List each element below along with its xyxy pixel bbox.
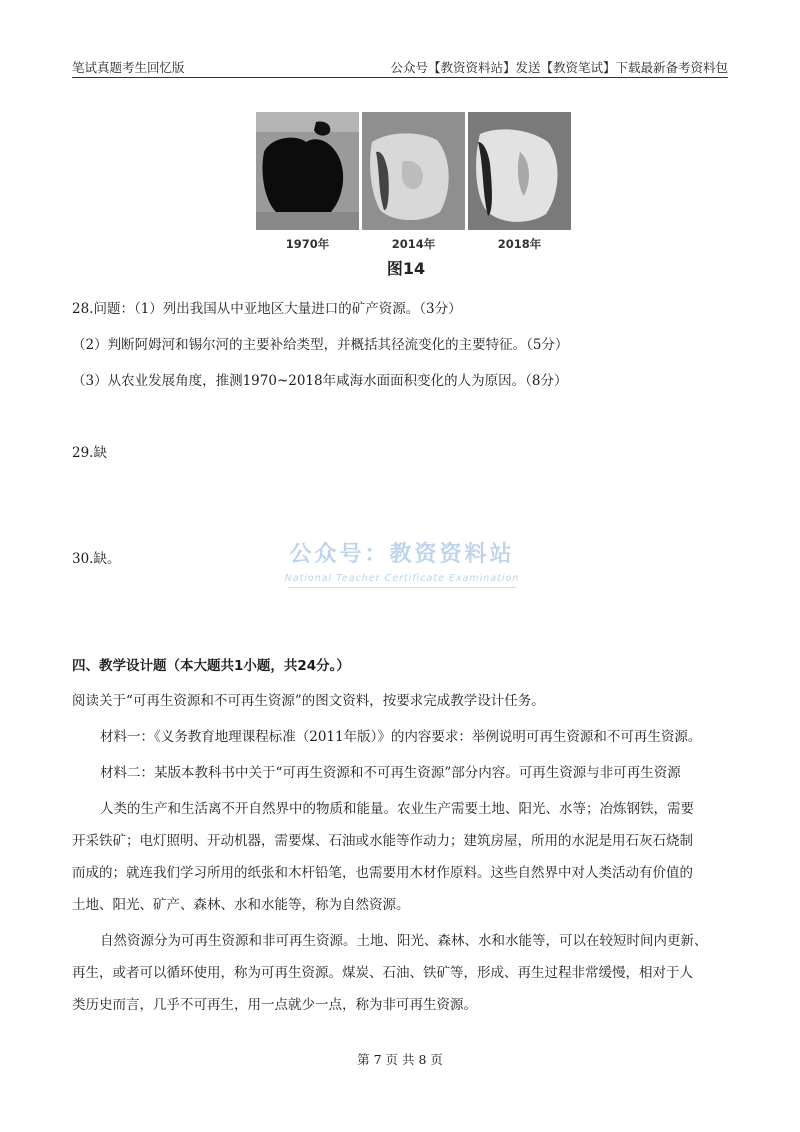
q29-text: 29.缺	[72, 445, 107, 461]
q28-part2: （2）判断阿姆河和锡尔河的主要补给类型，并概括其径流变化的主要特征。（5分）	[72, 337, 569, 353]
watermark-rule	[288, 587, 516, 588]
header-left-text: 笔试真题考生回忆版	[72, 60, 185, 75]
paragraph-1-line: 开采铁矿；电灯照明、开动机器，需要煤、石油或水能等作动力；建筑房屋，所用的水泥是用石灰石烧制	[72, 833, 693, 849]
section-4-title: 四、教学设计题（本大题共1小题，共24分。）	[72, 658, 350, 674]
paragraph-2-line: 类历史而言，几乎不可再生，用一点就少一点，称为非可再生资源。	[72, 997, 477, 1013]
paragraph-1-line: 土地、阳光、矿产、森林、水和水能等，称为自然资源。	[72, 897, 410, 913]
material-1: 材料一：《义务教育地理课程标准（2011年版）》的内容要求：举例说明可再生资源和不可再生资源。	[100, 729, 702, 745]
watermark-sub-text: National Teacher Certificate Examination	[284, 573, 520, 584]
satellite-image-2014	[362, 112, 465, 230]
caption-2014: 2014年	[391, 237, 436, 251]
page-header	[72, 55, 728, 78]
paragraph-2-line: 自然资源分为可再生资源和非可再生资源。土地、阳光、森林、水和水能等，可以在较短时间内更新、	[100, 933, 708, 949]
caption-2018: 2018年	[497, 237, 542, 251]
section-4-intro: 阅读关于“可再生资源和不可再生资源”的图文资料，按要求完成教学设计任务。	[72, 693, 545, 709]
watermark-main-text: 公众号：教资资料站	[289, 542, 515, 567]
satellite-image-1970	[256, 112, 359, 230]
header-right-text: 公众号【教资资料站】发送【教资笔试】下载最新备考资料包	[390, 60, 728, 75]
material-2: 材料二：某版本教科书中关于“可再生资源和不可再生资源”部分内容。可再生资源与非可再生资源	[100, 765, 681, 781]
paragraph-1-line: 人类的生产和生活离不开自然界中的物质和能量。农业生产需要土地、阳光、水等；冶炼钢铁，需要	[100, 801, 694, 817]
figure-title: 图14	[386, 259, 426, 278]
paragraph-1-line: 而成的；就连我们学习所用的纸张和木杆铅笔，也需要用木材作原料。这些自然界中对人类活动有价值的	[72, 865, 693, 881]
caption-1970: 1970年	[285, 237, 330, 251]
q28-part3: （3）从农业发展角度，推测1970~2018年咸海水面面积变化的人为原因。（8分）	[72, 373, 568, 389]
paragraph-2-line: 再生，或者可以循环使用，称为可再生资源。煤炭、石油、铁矿等，形成、再生过程非常缓慢，相对于人	[72, 965, 693, 981]
q30-text: 30.缺。	[72, 551, 121, 567]
page-footer: 第 7 页 共 8 页	[357, 1052, 443, 1067]
satellite-image-2018	[468, 112, 571, 230]
q28-part1: 28.问题：（1）列出我国从中亚地区大量进口的矿产资源。（3分）	[72, 301, 462, 317]
watermark	[284, 537, 520, 593]
